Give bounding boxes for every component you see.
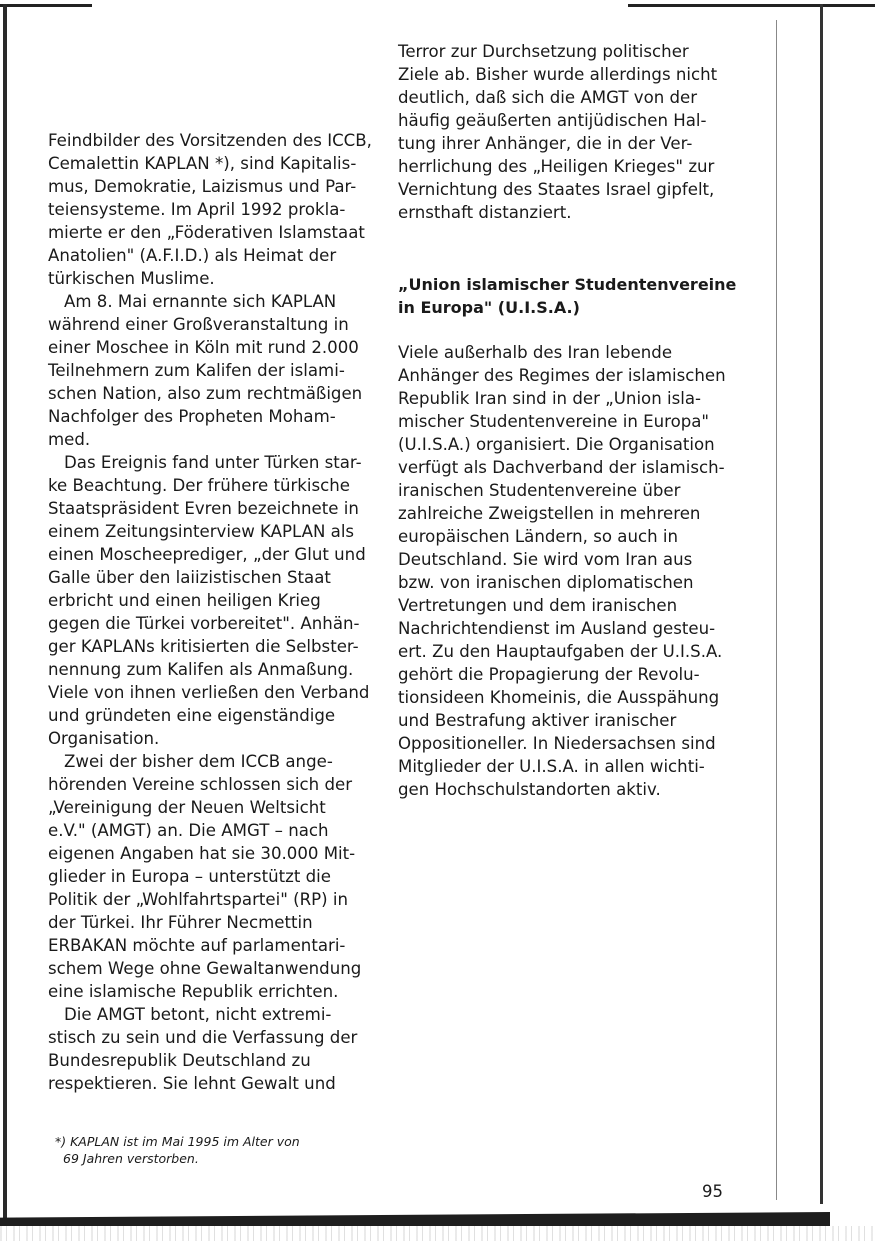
text-line: mus, Demokratie, Laizismus und Par- xyxy=(48,177,357,196)
text-line: ernsthaft distanziert. xyxy=(398,203,572,222)
text-line: Feindbilder des Vorsitzenden des ICCB, xyxy=(48,131,372,150)
text-line: Nachrichtendienst im Ausland gesteu- xyxy=(398,619,716,638)
text-line: und Bestrafung aktiver iranischer xyxy=(398,711,677,730)
text-line: zahlreiche Zweigstellen in mehreren xyxy=(398,504,701,523)
text-line: Politik der „Wohlfahrtspartei" (RP) in xyxy=(48,890,349,909)
text-line: Das Ereignis fand unter Türken star- xyxy=(64,453,362,472)
text-line: europäischen Ländern, so auch in xyxy=(398,527,679,546)
text-line: mierte er den „Föderativen Islamstaat xyxy=(48,223,365,242)
text-line: der Türkei. Ihr Führer Necmettin xyxy=(48,913,313,932)
text-line: Republik Iran sind in der „Union isla- xyxy=(398,389,702,408)
text-line: teiensysteme. Im April 1992 prokla- xyxy=(48,200,346,219)
text-line: bzw. von iranischen diplomatischen xyxy=(398,573,694,592)
scan-edge xyxy=(776,20,777,1200)
text-line: tionsideen Khomeinis, die Ausspähung xyxy=(398,688,720,707)
text-line: Bundesrepublik Deutschland zu xyxy=(48,1051,311,1070)
text-line: ger KAPLANs kritisierten die Selbster- xyxy=(48,637,359,656)
text-line: türkischen Muslime. xyxy=(48,269,215,288)
text-line: Oppositioneller. In Niedersachsen sind xyxy=(398,734,716,753)
text-line: Organisation. xyxy=(48,729,160,748)
text-line: Deutschland. Sie wird vom Iran aus xyxy=(398,550,693,569)
text-line: und gründeten eine eigenständige xyxy=(48,706,336,725)
text-line: Viele von ihnen verließen den Verband xyxy=(48,683,370,702)
text-line: glieder in Europa – unterstützt die xyxy=(48,867,331,886)
text-line: herrlichung des „Heiligen Krieges" zur xyxy=(398,157,715,176)
text-line: Nachfolger des Propheten Moham- xyxy=(48,407,336,426)
scan-edge xyxy=(0,1212,830,1226)
scan-noise xyxy=(0,1226,875,1241)
text-line: „Union islamischer Studentenvereine xyxy=(398,275,737,294)
text-line: 69 Jahren verstorben. xyxy=(63,1151,199,1166)
text-line: (U.I.S.A.) organisiert. Die Organisation xyxy=(398,435,715,454)
text-line: verfügt als Dachverband der islamisch- xyxy=(398,458,725,477)
text-line: nennung zum Kalifen als Anmaßung. xyxy=(48,660,354,679)
text-line: Vertretungen und dem iranischen xyxy=(398,596,678,615)
text-line: med. xyxy=(48,430,91,449)
text-line: Zwei der bisher dem ICCB ange- xyxy=(64,752,333,771)
text-line: e.V." (AMGT) an. Die AMGT – nach xyxy=(48,821,329,840)
text-line: eigenen Angaben hat sie 30.000 Mit- xyxy=(48,844,356,863)
text-line: Die AMGT betont, nicht extremi- xyxy=(64,1005,332,1024)
text-line: gegen die Türkei vorbereitet". Anhän- xyxy=(48,614,360,633)
section-heading xyxy=(398,273,738,319)
text-line: Am 8. Mai ernannte sich KAPLAN xyxy=(64,292,337,311)
text-line: erbricht und einen heiligen Krieg xyxy=(48,591,321,610)
text-line: Mitglieder der U.I.S.A. in allen wichti- xyxy=(398,757,705,776)
text-line: iranischen Studentenvereine über xyxy=(398,481,681,500)
text-line: Terror zur Durchsetzung politischer xyxy=(398,42,689,61)
scan-edge xyxy=(0,4,92,7)
footnote xyxy=(55,1133,355,1167)
text-line: Galle über den laiizistischen Staat xyxy=(48,568,331,587)
text-line: *) KAPLAN ist im Mai 1995 im Alter von xyxy=(55,1134,300,1149)
text-line: deutlich, daß sich die AMGT von der xyxy=(398,88,698,107)
text-line: Vernichtung des Staates Israel gipfelt, xyxy=(398,180,715,199)
right-column-body xyxy=(398,341,738,801)
text-line: schem Wege ohne Gewaltanwendung xyxy=(48,959,362,978)
text-line: Staatspräsident Evren bezeichnete in xyxy=(48,499,359,518)
text-line: einen Moscheeprediger, „der Glut und xyxy=(48,545,366,564)
text-line: Viele außerhalb des Iran lebende xyxy=(398,343,673,362)
text-line: „Vereinigung der Neuen Weltsicht xyxy=(48,798,326,817)
text-line: eine islamische Republik errichten. xyxy=(48,982,339,1001)
text-line: gehört die Propagierung der Revolu- xyxy=(398,665,700,684)
text-line: respektieren. Sie lehnt Gewalt und xyxy=(48,1074,336,1093)
text-line: Teilnehmern zum Kalifen der islami- xyxy=(48,361,345,380)
text-line: Anatolien" (A.F.I.D.) als Heimat der xyxy=(48,246,337,265)
text-line: schen Nation, also zum rechtmäßigen xyxy=(48,384,363,403)
text-line: ke Beachtung. Der frühere türkische xyxy=(48,476,351,495)
text-line: während einer Großveranstaltung in xyxy=(48,315,349,334)
right-column-intro xyxy=(398,40,738,224)
text-line: ert. Zu den Hauptaufgaben der U.I.S.A. xyxy=(398,642,723,661)
scan-edge xyxy=(3,4,7,1219)
text-line: Cemalettin KAPLAN *), sind Kapitalis- xyxy=(48,154,357,173)
text-line: tung ihrer Anhänger, die in der Ver- xyxy=(398,134,693,153)
text-line: in Europa" (U.I.S.A.) xyxy=(398,298,580,317)
scan-edge xyxy=(628,4,875,7)
text-line: mischer Studentenvereine in Europa" xyxy=(398,412,710,431)
page-number: 95 xyxy=(702,1182,723,1201)
text-line: stisch zu sein und die Verfassung der xyxy=(48,1028,358,1047)
text-line: einem Zeitungsinterview KAPLAN als xyxy=(48,522,355,541)
text-line: häufig geäußerten antijüdischen Hal- xyxy=(398,111,707,130)
text-line: hörenden Vereine schlossen sich der xyxy=(48,775,353,794)
text-line: Ziele ab. Bisher wurde allerdings nicht xyxy=(398,65,718,84)
text-line: einer Moschee in Köln mit rund 2.000 xyxy=(48,338,359,357)
text-line: Anhänger des Regimes der islamischen xyxy=(398,366,726,385)
text-line: gen Hochschulstandorten aktiv. xyxy=(398,780,661,799)
scan-edge xyxy=(820,4,823,1204)
text-line: ERBAKAN möchte auf parlamentari- xyxy=(48,936,346,955)
left-column xyxy=(48,129,372,1095)
